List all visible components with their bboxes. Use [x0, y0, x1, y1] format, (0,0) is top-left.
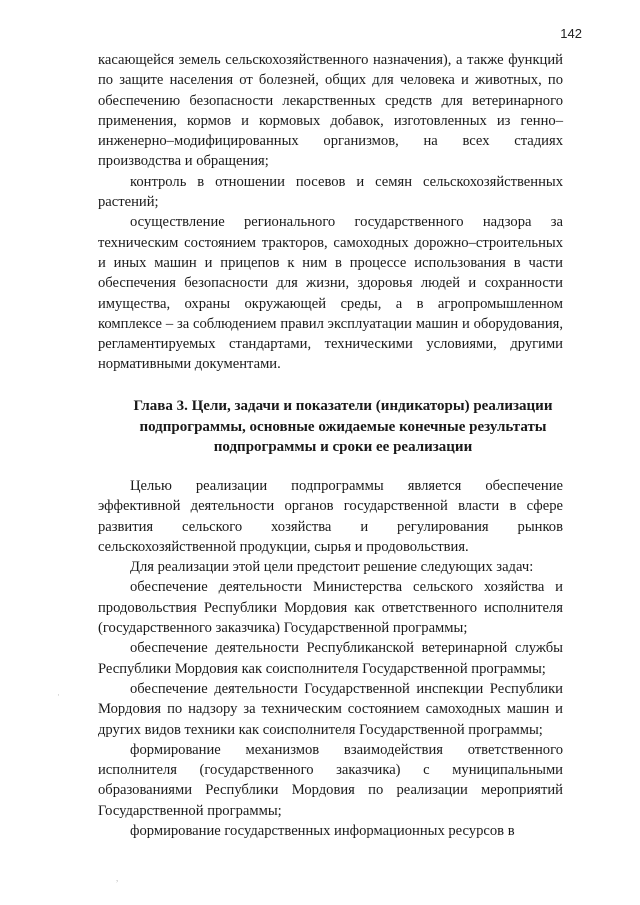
paragraph: формирование механизмов взаимодействия ответственного исполнителя (государственного заказчика) с муниципальными образованиями Республики Мордовия по реализации мероприятий Государственной программы; [98, 741, 563, 819]
paragraph: обеспечение деятельности Министерства сельского хозяйства и продовольствия Республики Мордовия как ответственного исполнителя (государственного заказчика) Государственной программы; [98, 579, 563, 637]
paragraph: Для реализации этой цели предстоит решение следующих задач: [130, 559, 534, 576]
paragraph: осуществление регионального государственного надзора за техническим состоянием тракторов, самоходных дорожно–строительных и иных машин и прицепов к ним в процессе использования в части обеспечения безопасности для жизни, здоровья людей и сохранности имущества, охраны окружающей среды, а в агропромышленном комплексе – за соблюдением правил эксплуатации машин и оборудования, регламентируемых стандартами, техническими условиями, другими нормативными документами. [98, 214, 563, 373]
paragraph: Целью реализации подпрограммы является обеспечение эффективной деятельности органов государственной власти в сфере развития сельского хозяйства и регулирования рынков сельскохозяйственной продукции, сырья и продовольствия. [98, 478, 563, 555]
text-block-top [98, 50, 563, 375]
page-number: 142 [560, 26, 582, 41]
paragraph: обеспечение деятельности Государственной инспекции Республики Мордовия по надзору за техническим состоянием самоходных машин и других видов техники как соисполнителя Государственной программы; [98, 680, 563, 738]
paragraph: формирование государственных информационных ресурсов в [130, 823, 515, 840]
paragraph: обеспечение деятельности Республиканской ветеринарной службы Республики Мордовия как соисполнителя Государственной программы; [98, 640, 563, 677]
paragraph: касающейся земель сельскохозяйственного назначения), а также функций по защите населения от болезней, общих для человека и животных, по обеспечению безопасности лекарственных средств для ветеринарного применения, кормов и кормовых добавок, изготовленных из генно–инженерно–модифицированных организмов, на всех стадиях производства и обращения; [98, 52, 563, 170]
scan-speck: , [116, 873, 119, 883]
chapter-heading-block [118, 396, 568, 458]
paragraph: контроль в отношении посевов и семян сельскохозяйственных растений; [98, 173, 563, 211]
scan-speck: · [57, 690, 60, 700]
chapter-heading: Глава 3. Цели, задачи и показатели (индикаторы) реализации подпрограммы, основные ожидаемые конечные результаты подпрограммы и сроки ее реализации [133, 398, 553, 455]
text-block-bottom [98, 476, 563, 841]
